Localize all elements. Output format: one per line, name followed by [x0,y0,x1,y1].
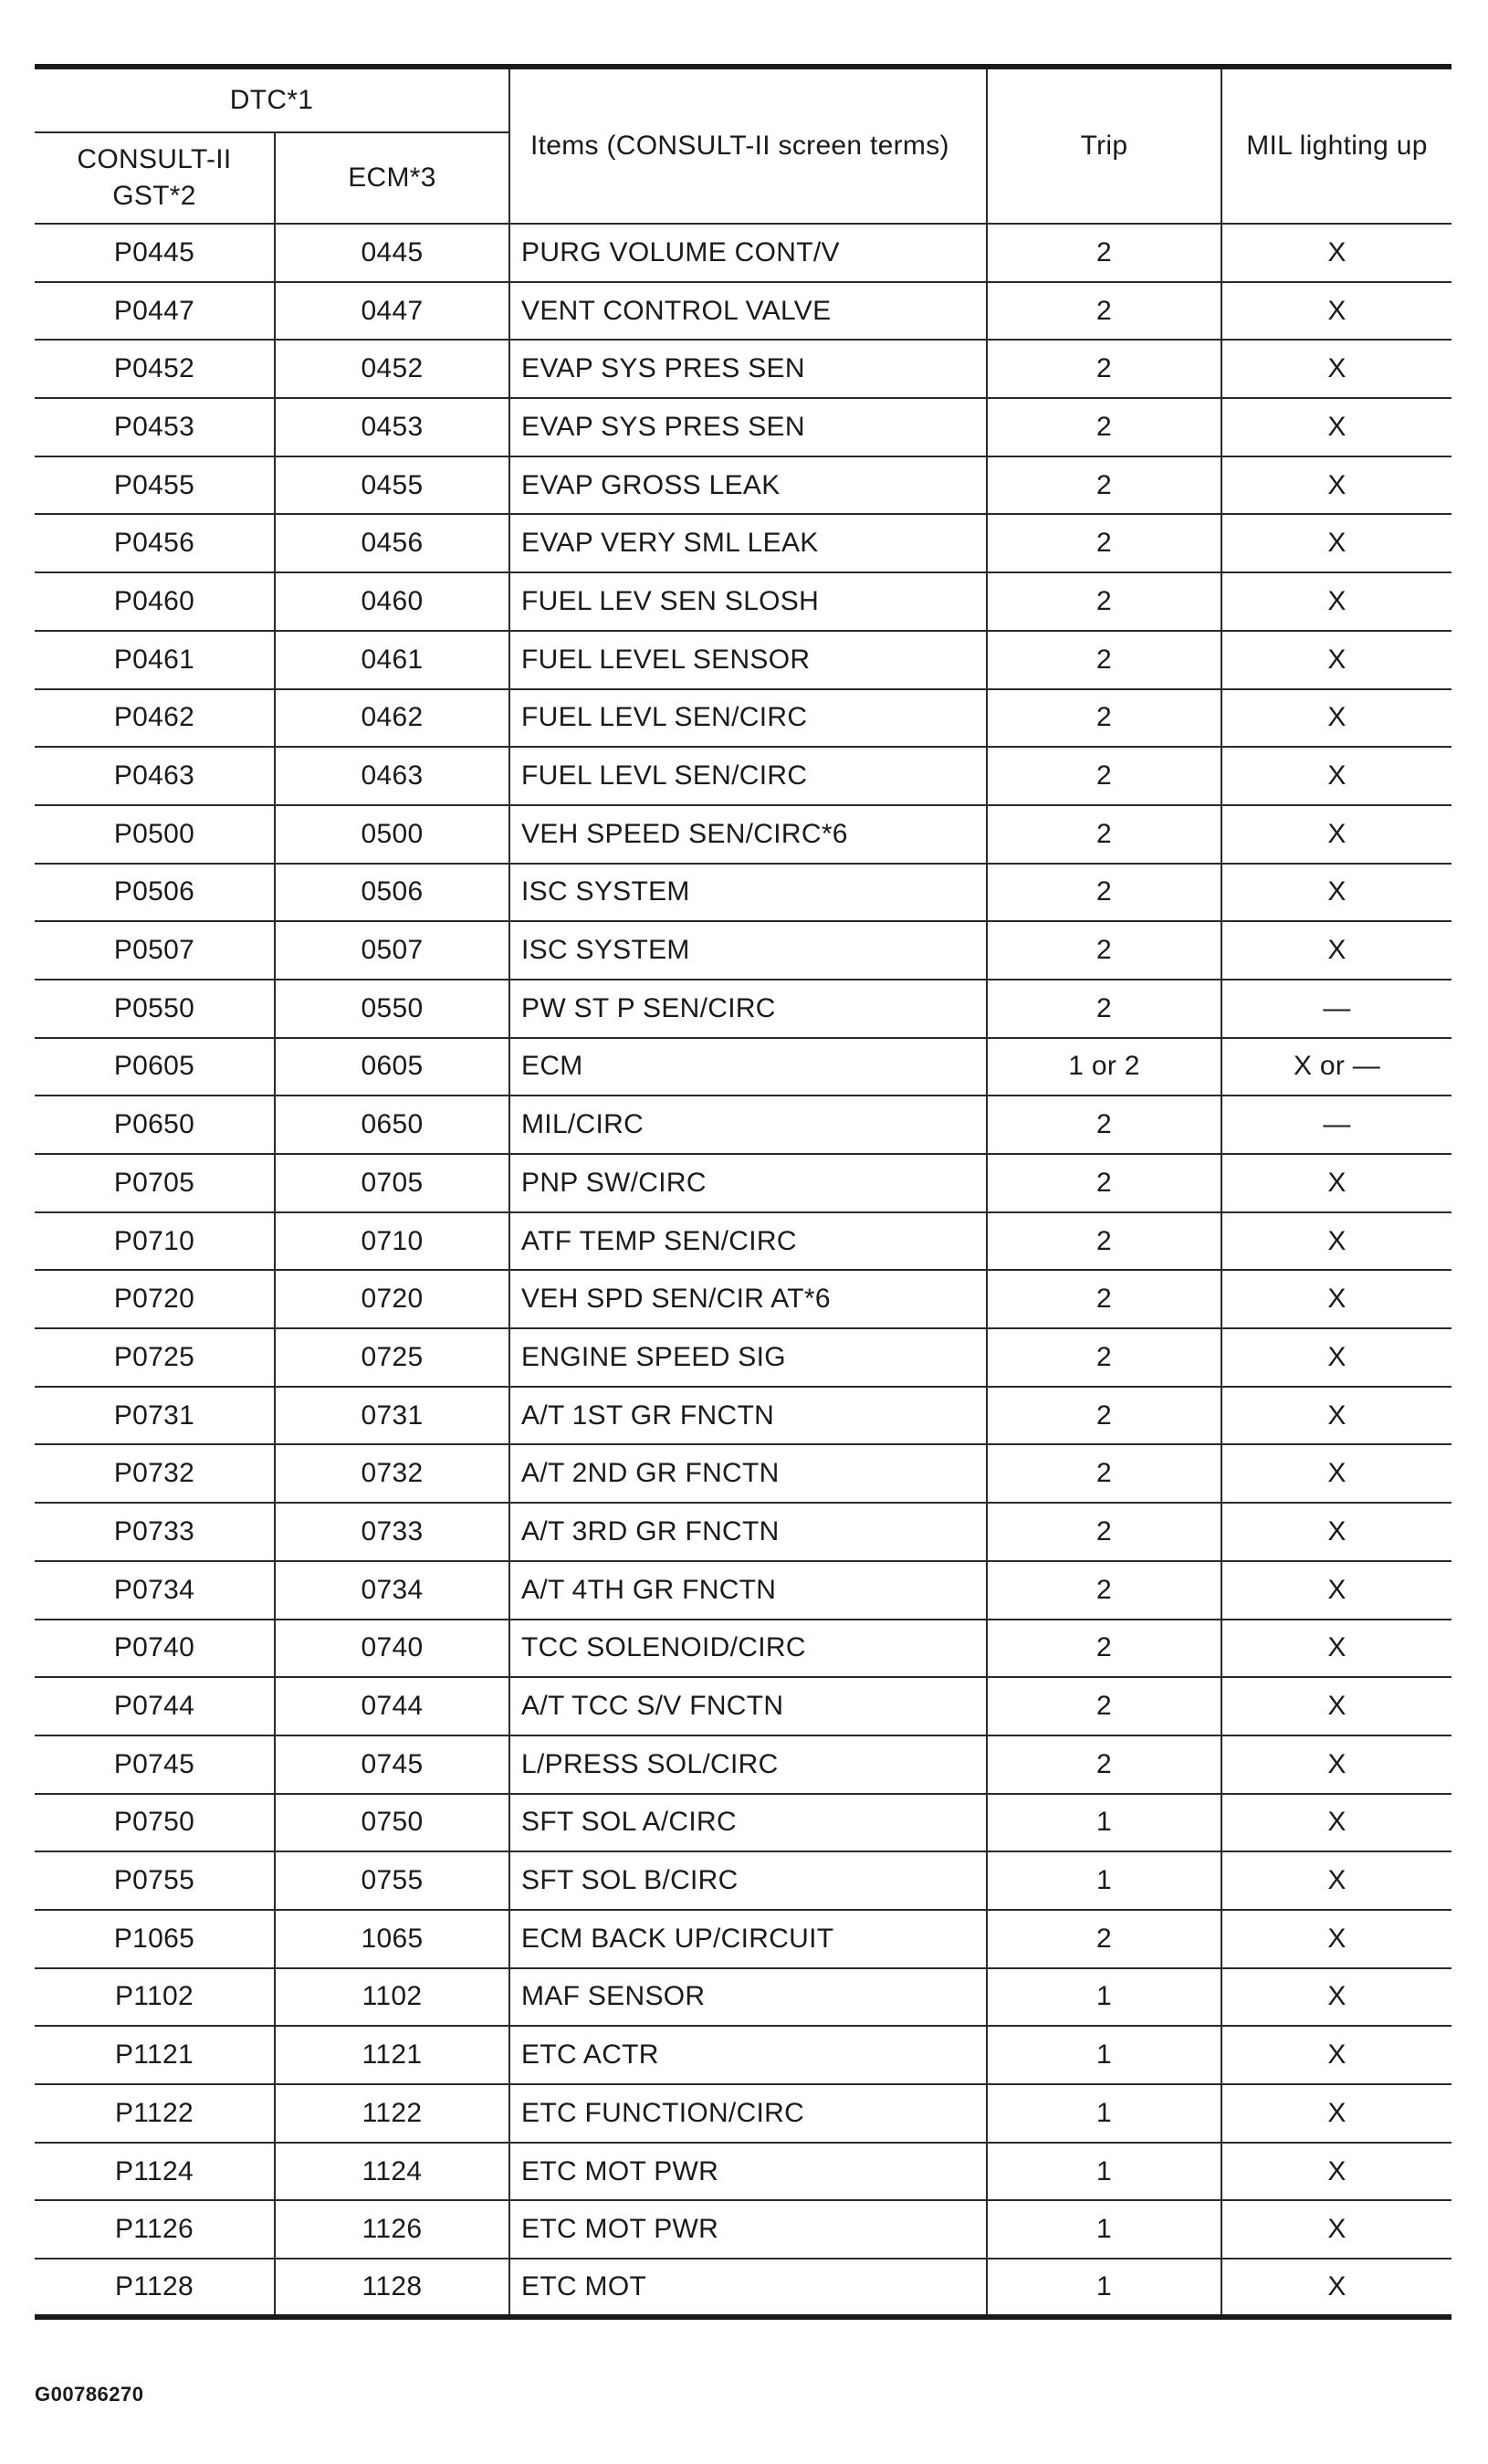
ecm-code-cell: 1121 [275,2026,509,2084]
dtc-table-sheet [35,64,1451,2320]
mil-cell: X [1221,631,1451,689]
item-name-cell: ECM [509,1038,987,1096]
mil-cell: — [1221,980,1451,1038]
ecm-code-cell: 0506 [275,864,509,922]
mil-cell: X [1221,340,1451,398]
table-row [35,689,1451,748]
consult-code-cell: P0744 [35,1677,275,1735]
trip-cell: 2 [987,1561,1221,1620]
item-name-cell: ETC MOT PWR [509,2143,987,2201]
ecm-code-cell: 0462 [275,689,509,748]
table-row [35,1270,1451,1328]
consult-code-cell: P0455 [35,456,275,515]
mil-cell: X [1221,1503,1451,1561]
consult-code-cell: P0720 [35,1270,275,1328]
trip-cell: 1 [987,1851,1221,1910]
table-row [35,1851,1451,1910]
ecm-code-cell: 0732 [275,1444,509,1503]
item-name-cell: L/PRESS SOL/CIRC [509,1735,987,1794]
mil-cell: X [1221,689,1451,748]
trip-cell: 1 [987,1794,1221,1852]
mil-cell: X [1221,2143,1451,2201]
table-row [35,282,1451,341]
consult-code-cell: P0745 [35,1735,275,1794]
trip-cell: 2 [987,805,1221,864]
item-name-cell: VENT CONTROL VALVE [509,282,987,341]
table-row [35,2143,1451,2201]
consult-code-cell: P0452 [35,340,275,398]
consult-code-cell: P0453 [35,398,275,456]
ecm-code-cell: 0455 [275,456,509,515]
mil-cell: X [1221,805,1451,864]
consult-code-cell: P0750 [35,1794,275,1852]
mil-cell: X [1221,1561,1451,1620]
table-row [35,864,1451,922]
item-name-cell: ECM BACK UP/CIRCUIT [509,1910,987,1968]
ecm-code-cell: 0445 [275,224,509,282]
consult-code-cell: P0725 [35,1328,275,1387]
consult-code-cell: P0605 [35,1038,275,1096]
item-name-cell: MIL/CIRC [509,1096,987,1154]
trip-cell: 2 [987,1735,1221,1794]
items-header: Items (CONSULT-II screen terms) [509,67,987,224]
mil-cell: X [1221,2259,1451,2317]
ecm-code-cell: 0463 [275,747,509,805]
mil-cell: X [1221,1270,1451,1328]
table-row [35,1794,1451,1852]
mil-cell: X [1221,1851,1451,1910]
table-row [35,1154,1451,1212]
item-name-cell: PURG VOLUME CONT/V [509,224,987,282]
trip-cell: 2 [987,456,1221,515]
item-name-cell: A/T 2ND GR FNCTN [509,1444,987,1503]
table-row [35,1910,1451,1968]
trip-cell: 1 or 2 [987,1038,1221,1096]
consult-code-cell: P0731 [35,1387,275,1445]
ecm-code-cell: 0725 [275,1328,509,1387]
consult-code-cell: P0461 [35,631,275,689]
mil-cell: X [1221,1735,1451,1794]
mil-cell: X [1221,1794,1451,1852]
table-row [35,1968,1451,2027]
table-row [35,2084,1451,2143]
item-name-cell: TCC SOLENOID/CIRC [509,1620,987,1678]
consult-code-cell: P1065 [35,1910,275,1968]
ecm-code-cell: 1128 [275,2259,509,2317]
table-row [35,1735,1451,1794]
table-row [35,1387,1451,1445]
consult-code-cell: P1121 [35,2026,275,2084]
trip-cell: 2 [987,1328,1221,1387]
table-row [35,340,1451,398]
ecm-code-cell: 0740 [275,1620,509,1678]
consult-code-cell: P1126 [35,2200,275,2259]
ecm-code-cell: 1126 [275,2200,509,2259]
consult-code-cell: P0456 [35,514,275,572]
table-row [35,398,1451,456]
ecm-code-cell: 0447 [275,282,509,341]
dtc-group-header: DTC*1 [35,67,509,132]
item-name-cell: FUEL LEV SEN SLOSH [509,572,987,631]
ecm-code-cell: 0461 [275,631,509,689]
item-name-cell: FUEL LEVEL SENSOR [509,631,987,689]
ecm-code-cell: 1102 [275,1968,509,2027]
consult-code-cell: P1102 [35,1968,275,2027]
item-name-cell: A/T TCC S/V FNCTN [509,1677,987,1735]
consult-code-cell: P0733 [35,1503,275,1561]
item-name-cell: ETC MOT [509,2259,987,2317]
trip-cell: 2 [987,921,1221,980]
ecm-code-cell: 0745 [275,1735,509,1794]
mil-cell: X [1221,1328,1451,1387]
item-name-cell: ETC FUNCTION/CIRC [509,2084,987,2143]
trip-cell: 2 [987,1444,1221,1503]
table-row [35,1677,1451,1735]
mil-cell: X or — [1221,1038,1451,1096]
table-row [35,572,1451,631]
item-name-cell: FUEL LEVL SEN/CIRC [509,689,987,748]
mil-cell: X [1221,1154,1451,1212]
item-name-cell: ISC SYSTEM [509,864,987,922]
table-row [35,514,1451,572]
mil-cell: X [1221,1444,1451,1503]
trip-cell: 2 [987,980,1221,1038]
consult-code-cell: P0506 [35,864,275,922]
mil-cell: X [1221,456,1451,515]
trip-cell: 2 [987,747,1221,805]
trip-cell: 2 [987,1270,1221,1328]
trip-cell: 2 [987,1212,1221,1271]
table-row [35,456,1451,515]
mil-cell: X [1221,2084,1451,2143]
consult-code-cell: P0710 [35,1212,275,1271]
trip-cell: 2 [987,1154,1221,1212]
consult-code-cell: P0460 [35,572,275,631]
trip-cell: 1 [987,2200,1221,2259]
ecm-code-cell: 0731 [275,1387,509,1445]
item-name-cell: A/T 4TH GR FNCTN [509,1561,987,1620]
ecm-code-cell: 0453 [275,398,509,456]
table-row [35,224,1451,282]
table-row [35,1444,1451,1503]
consult-code-cell: P0445 [35,224,275,282]
item-name-cell: ENGINE SPEED SIG [509,1328,987,1387]
item-name-cell: ATF TEMP SEN/CIRC [509,1212,987,1271]
consult-code-cell: P0507 [35,921,275,980]
mil-cell: X [1221,1968,1451,2027]
table-row [35,1038,1451,1096]
table-row [35,747,1451,805]
table-row [35,1212,1451,1271]
mil-cell: X [1221,224,1451,282]
item-name-cell: SFT SOL B/CIRC [509,1851,987,1910]
item-name-cell: SFT SOL A/CIRC [509,1794,987,1852]
table-row [35,1503,1451,1561]
trip-cell: 2 [987,689,1221,748]
mil-cell: X [1221,398,1451,456]
item-name-cell: EVAP VERY SML LEAK [509,514,987,572]
ecm-code-cell: 0755 [275,1851,509,1910]
ecm-code-cell: 0507 [275,921,509,980]
mil-cell: X [1221,1910,1451,1968]
table-row [35,1096,1451,1154]
ecm-code-cell: 0750 [275,1794,509,1852]
item-name-cell: VEH SPEED SEN/CIRC*6 [509,805,987,864]
consult-code-cell: P1124 [35,2143,275,2201]
trip-cell: 1 [987,2084,1221,2143]
item-name-cell: VEH SPD SEN/CIR AT*6 [509,1270,987,1328]
item-name-cell: FUEL LEVL SEN/CIRC [509,747,987,805]
consult-code-cell: P0705 [35,1154,275,1212]
dtc-table [35,64,1451,2320]
ecm-code-cell: 0452 [275,340,509,398]
trip-cell: 2 [987,1503,1221,1561]
consult-code-cell: P0500 [35,805,275,864]
trip-cell: 1 [987,2259,1221,2317]
table-row [35,1328,1451,1387]
item-name-cell: A/T 3RD GR FNCTN [509,1503,987,1561]
consult-code-cell: P0447 [35,282,275,341]
table-row [35,1620,1451,1678]
mil-header: MIL lighting up [1221,67,1451,224]
ecm-code-cell: 1065 [275,1910,509,1968]
table-row [35,980,1451,1038]
dtc-table-header [35,67,1451,224]
ecm-code-cell: 0733 [275,1503,509,1561]
consult-code-cell: P0463 [35,747,275,805]
trip-cell: 2 [987,631,1221,689]
table-row [35,805,1451,864]
table-row [35,2200,1451,2259]
trip-cell: 2 [987,1677,1221,1735]
item-name-cell: ETC MOT PWR [509,2200,987,2259]
item-name-cell: A/T 1ST GR FNCTN [509,1387,987,1445]
consult-code-cell: P0740 [35,1620,275,1678]
trip-cell: 2 [987,864,1221,922]
mil-cell: X [1221,572,1451,631]
ecm-code-cell: 0650 [275,1096,509,1154]
trip-cell: 2 [987,1387,1221,1445]
consult-code-cell: P0732 [35,1444,275,1503]
mil-cell: X [1221,1677,1451,1735]
mil-cell: X [1221,514,1451,572]
mil-cell: X [1221,921,1451,980]
trip-cell: 1 [987,2143,1221,2201]
trip-cell: 2 [987,514,1221,572]
mil-cell: X [1221,864,1451,922]
consult-code-cell: P0650 [35,1096,275,1154]
trip-cell: 2 [987,1910,1221,1968]
ecm-code-cell: 0456 [275,514,509,572]
ecm-code-cell: 0744 [275,1677,509,1735]
trip-cell: 2 [987,572,1221,631]
trip-cell: 1 [987,2026,1221,2084]
consult-code-cell: P0462 [35,689,275,748]
item-name-cell: PNP SW/CIRC [509,1154,987,1212]
trip-cell: 2 [987,1620,1221,1678]
ecm-code-cell: 0705 [275,1154,509,1212]
trip-cell: 2 [987,398,1221,456]
ecm-code-cell: 0550 [275,980,509,1038]
item-name-cell: EVAP SYS PRES SEN [509,398,987,456]
consult-header-text: CONSULT-II GST*2 [77,144,232,211]
ecm-code-cell: 0710 [275,1212,509,1271]
trip-cell: 1 [987,1968,1221,2027]
mil-cell: X [1221,1212,1451,1271]
ecm-code-cell: 1122 [275,2084,509,2143]
trip-cell: 2 [987,340,1221,398]
consult-header [35,132,275,224]
item-name-cell: EVAP SYS PRES SEN [509,340,987,398]
consult-code-cell: P0734 [35,1561,275,1620]
ecm-header: ECM*3 [275,132,509,224]
ecm-code-cell: 0460 [275,572,509,631]
mil-cell: — [1221,1096,1451,1154]
trip-cell: 2 [987,224,1221,282]
item-name-cell: ISC SYSTEM [509,921,987,980]
consult-code-cell: P1128 [35,2259,275,2317]
ecm-code-cell: 1124 [275,2143,509,2201]
consult-code-cell: P0755 [35,1851,275,1910]
mil-cell: X [1221,1387,1451,1445]
item-name-cell: PW ST P SEN/CIRC [509,980,987,1038]
mil-cell: X [1221,282,1451,341]
consult-code-cell: P1122 [35,2084,275,2143]
dtc-table-body [35,224,1451,2317]
item-name-cell: EVAP GROSS LEAK [509,456,987,515]
consult-code-cell: P0550 [35,980,275,1038]
table-row [35,2259,1451,2317]
trip-cell: 2 [987,1096,1221,1154]
item-name-cell: MAF SENSOR [509,1968,987,2027]
mil-cell: X [1221,747,1451,805]
table-row [35,1561,1451,1620]
ecm-code-cell: 0720 [275,1270,509,1328]
figure-code: G00786270 [35,2383,144,2406]
mil-cell: X [1221,1620,1451,1678]
ecm-code-cell: 0500 [275,805,509,864]
mil-cell: X [1221,2200,1451,2259]
trip-cell: 2 [987,282,1221,341]
table-row [35,631,1451,689]
table-row [35,921,1451,980]
table-row [35,2026,1451,2084]
mil-cell: X [1221,2026,1451,2084]
item-name-cell: ETC ACTR [509,2026,987,2084]
ecm-code-cell: 0605 [275,1038,509,1096]
ecm-code-cell: 0734 [275,1561,509,1620]
trip-header: Trip [987,67,1221,224]
